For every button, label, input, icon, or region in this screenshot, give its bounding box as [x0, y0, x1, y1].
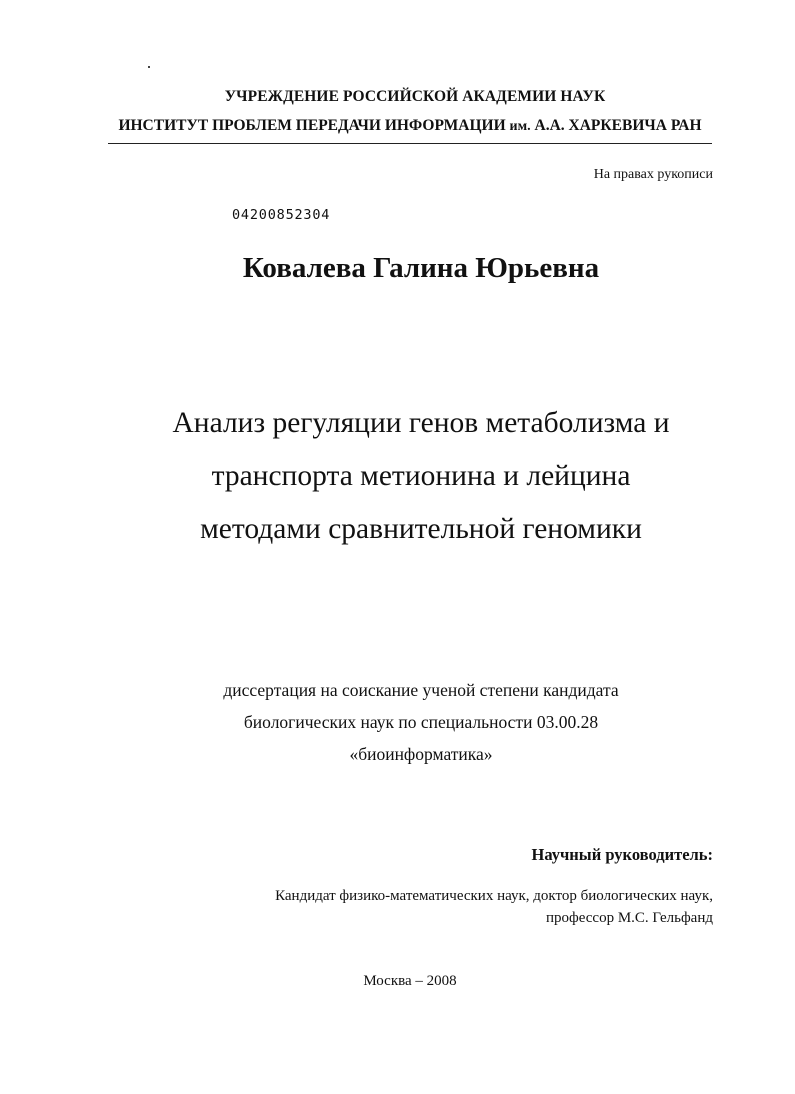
organization-name: ИНСТИТУТ ПРОБЛЕМ ПЕРЕДАЧИ ИНФОРМАЦИИ	[118, 117, 510, 134]
header-divider	[108, 143, 712, 144]
dissertation-title	[0, 397, 795, 556]
degree-line-3: «биоинформатика»	[349, 744, 493, 764]
title-line-1: Анализ регуляции генов метаболизма и	[172, 407, 670, 439]
manuscript-note: На правах рукописи	[593, 167, 713, 182]
title-line-2: транспорта метионина и лейцина	[211, 460, 631, 492]
degree-line-1: диссертация на соискание ученой степени кандидата	[223, 680, 619, 700]
supervisor-details	[275, 885, 713, 929]
place-and-year: Москва – 2008	[363, 973, 457, 989]
organization-line-2	[0, 117, 795, 135]
organization-namesake: А.А. ХАРКЕВИЧА РАН	[530, 117, 702, 134]
degree-statement	[0, 674, 795, 770]
organization-im: им.	[509, 119, 531, 134]
document-code: 04200852304	[232, 207, 331, 223]
title-line-3: методами сравнительной геномики	[200, 513, 642, 545]
degree-line-2: биологических наук по специальности 03.00.28	[243, 712, 599, 732]
supervisor-label: Научный руководитель:	[531, 845, 713, 864]
organization-line-1: УЧРЕЖДЕНИЕ РОССИЙСКОЙ АКАДЕМИИ НАУК	[224, 88, 606, 105]
author-name: Ковалева Галина Юрьевна	[242, 252, 600, 284]
supervisor-credentials: Кандидат физико-математических наук, доктор биологических наук,	[275, 888, 713, 904]
supervisor-name: профессор М.С. Гельфанд	[546, 910, 713, 926]
scan-speck	[148, 66, 150, 68]
